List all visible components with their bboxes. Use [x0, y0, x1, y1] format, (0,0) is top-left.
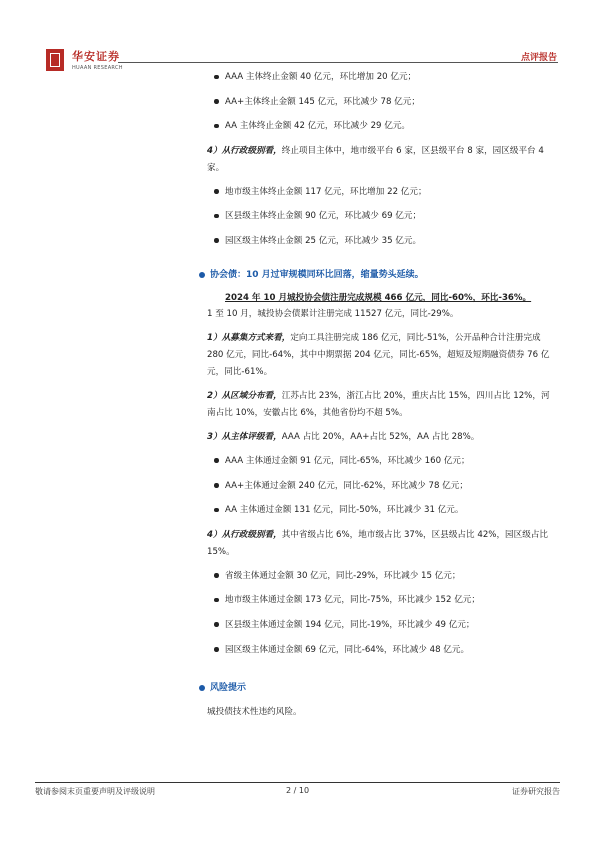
paragraph-issuance-method: 1）从募集方式来看，定向工具注册完成 186 亿元，同比-51%，公开品种合计注册完成 280 亿元，同比-64%，其中中期票据 204 亿元，同比-65%，超短及短期融资债券 76 亿元，同比-61%。 — [207, 332, 550, 377]
list-item: 园区级主体终止金额 25 亿元，环比减少 35 亿元。 — [207, 233, 552, 249]
paragraph-risk: 城投债技术性违约风险。 — [207, 706, 302, 717]
section-title-association-bonds: 协会债：10 月过审规模同环比回落，缩量势头延续。 — [199, 267, 552, 283]
paragraph-admin-level-approval: 4）从行政级别看，其中省级占比 6%，地市级占比 37%，区县级占比 42%，园区级占比 15%。 — [207, 529, 549, 557]
bullet-icon — [214, 238, 219, 243]
list-item: 园区级主体通过金额 69 亿元，同比-64%，环比减少 48 亿元。 — [207, 642, 552, 658]
highlight-summary: 2024 年 10 月城投协会债注册完成规模 466 亿元，同比-60%，环比-36%。 — [225, 292, 532, 303]
bullet-icon — [214, 124, 219, 129]
company-name-en: HUAAN RESEARCH — [72, 65, 123, 71]
bullet-icon — [214, 458, 219, 463]
list-item: AA+主体终止金额 145 亿元，环比减少 78 亿元； — [207, 94, 552, 110]
list-item: 地市级主体通过金额 173 亿元，同比-75%，环比减少 152 亿元； — [207, 592, 552, 608]
bullet-icon — [214, 483, 219, 488]
list-item: 地市级主体终止金额 117 亿元，环比增加 22 亿元； — [207, 184, 552, 200]
bullet-icon — [214, 189, 219, 194]
bullet-icon — [214, 214, 219, 219]
page-header — [0, 0, 595, 80]
page-number: 2 / 10 — [286, 786, 310, 795]
section-title-risk: 风险提示 — [199, 680, 552, 696]
list-item: AA 主体通过金额 131 亿元，同比-50%，环比减少 31 亿元。 — [207, 502, 552, 518]
company-name: 华安证券 — [72, 50, 120, 63]
list-item: AAA 主体终止金额 40 亿元，环比增加 20 亿元； — [207, 69, 552, 85]
bullet-icon — [214, 99, 219, 104]
list-item: AA 主体终止金额 42 亿元，环比减少 29 亿元。 — [207, 118, 552, 134]
main-content — [207, 69, 552, 728]
bullet-icon — [214, 598, 219, 603]
bullet-icon — [214, 508, 219, 513]
bullet-icon — [214, 75, 219, 80]
company-logo-icon — [46, 49, 64, 71]
footer-disclaimer: 敬请参阅末页重要声明及评级说明 — [35, 787, 155, 796]
paragraph-rating: 3）从主体评级看，AAA 占比 20%，AA+占比 52%，AA 占比 28%。 — [207, 431, 480, 442]
section-bullet-icon — [199, 272, 205, 278]
list-item: 区县级主体终止金额 90 亿元，环比减少 69 亿元； — [207, 208, 552, 224]
bullet-icon — [214, 573, 219, 578]
header-divider — [118, 62, 558, 63]
report-type-label: 点评报告 — [520, 53, 557, 63]
paragraph-regional-distribution: 2）从区域分布看，江苏占比 23%，浙江占比 20%，重庆占比 15%，四川占比 12%，河南占比 10%，安徽占比 6%，其他省份均不超 5%。 — [207, 390, 550, 418]
list-item: AAA 主体通过金额 91 亿元，同比-65%，环比减少 160 亿元； — [207, 453, 552, 469]
paragraph-admin-level-termination: 4）从行政级别看，终止项目主体中，地市级平台 6 家，区县级平台 8 家，园区级平台 4 家。 — [207, 145, 544, 173]
bullet-icon — [214, 647, 219, 652]
list-item: 区县级主体通过金额 194 亿元，同比-19%，环比减少 49 亿元； — [207, 617, 552, 633]
paragraph-cumulative: 1 至 10 月，城投协会债累计注册完成 11527 亿元，同比-29%。 — [207, 308, 459, 319]
bullet-icon — [214, 622, 219, 627]
footer-divider — [35, 782, 560, 783]
list-item: AA+主体通过金额 240 亿元，同比-62%，环比减少 78 亿元； — [207, 478, 552, 494]
list-item: 省级主体通过金额 30 亿元，同比-29%，环比减少 15 亿元； — [207, 568, 552, 584]
footer-report-label: 证券研究报告 — [512, 787, 560, 796]
section-bullet-icon — [199, 685, 205, 691]
